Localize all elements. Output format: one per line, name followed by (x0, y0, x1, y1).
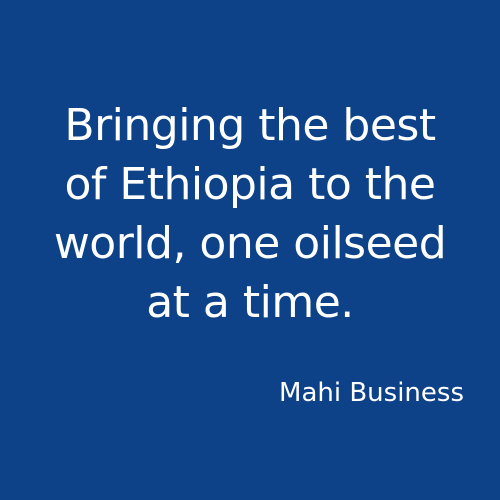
quote-line: at a time. (146, 277, 354, 328)
quote-text (24, 96, 476, 332)
quote-line: Bringing the best (64, 100, 436, 151)
quote-line: of Ethiopia to the (64, 159, 436, 210)
quote-line: world, one oilseed (53, 218, 447, 269)
attribution-text: Mahi Business (279, 378, 464, 408)
